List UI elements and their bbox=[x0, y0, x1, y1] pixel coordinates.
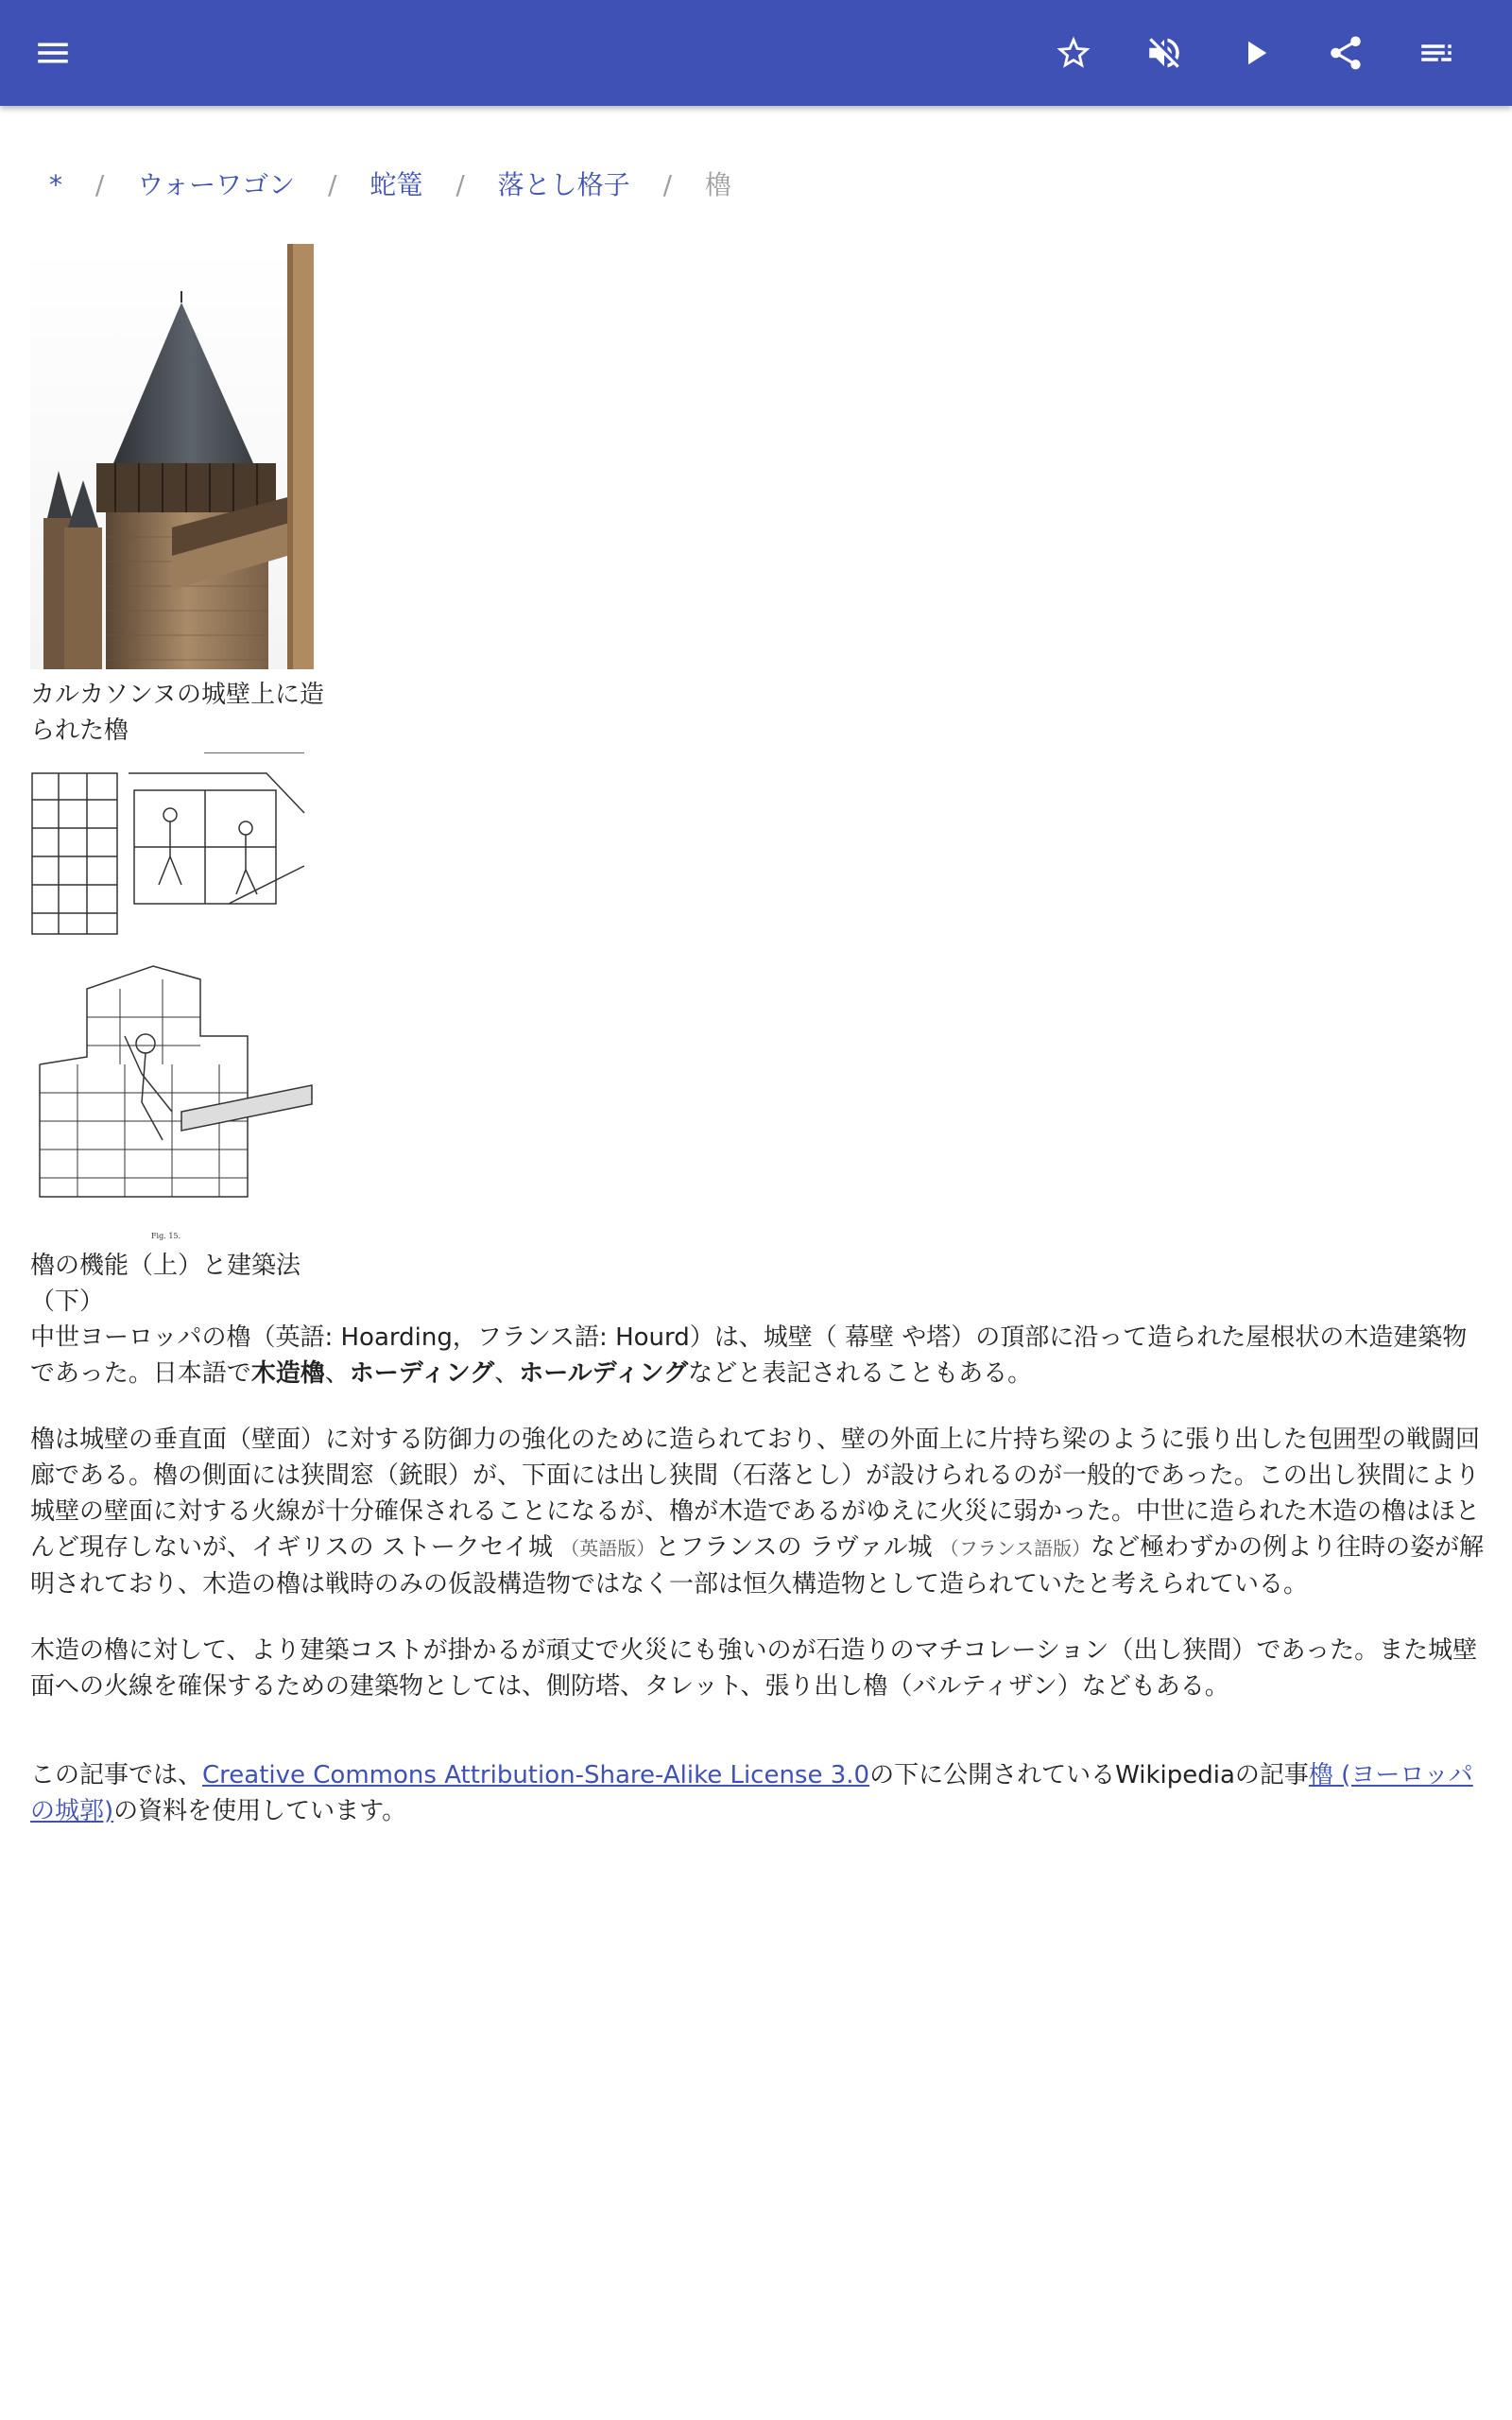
text-run: 櫓は城壁の垂直面（壁面）に対する防御力の強化のために造られており、壁の外面上に片持ち梁のように張り出した包囲型の戦闘回廊である。櫓の側面には狭間窓（銃眼）が、下面には出し狭間（石落とし）が設けられるのが一般的であった。この出し狭間により城壁の壁面に対する火線が十分確保されることになるが、櫓が木造であるがゆえに火災に弱かった。中世に造られた木造の櫓はほとんど現存しないが、イギリスの ストークセイ城 bbox=[30, 1426, 1481, 1562]
figure-label: Fig. 15. bbox=[151, 1232, 181, 1240]
bold-term: ホーディング bbox=[349, 1359, 495, 1388]
breadcrumb-separator: / bbox=[94, 169, 105, 200]
text-run: の資料を使用しています。 bbox=[113, 1797, 407, 1825]
mute-button[interactable] bbox=[1134, 23, 1194, 83]
breadcrumb-item-portcullis[interactable]: 落とし格子 bbox=[497, 169, 630, 200]
menu-button[interactable] bbox=[23, 23, 83, 83]
article-body bbox=[30, 1320, 1486, 1859]
breadcrumb-separator: / bbox=[662, 169, 673, 200]
breadcrumb-item-war-wagon[interactable]: ウォーワゴン bbox=[137, 169, 296, 200]
text-run: 中世ヨーロッパの櫓（英語: Hoarding，フランス語: Hourd）は、城壁（ 幕壁 や塔）の頂部に沿って造られた屋根状の木造建築物であった。日本語で bbox=[30, 1323, 1468, 1388]
hoarding-construction-drawing[interactable] bbox=[30, 752, 314, 1242]
language-note: （フランス語版） bbox=[939, 1537, 1091, 1560]
language-note: （英語版） bbox=[560, 1537, 656, 1560]
menu-icon bbox=[33, 33, 73, 73]
figure-caption-2: 櫓の機能（上）と建築法（下） bbox=[30, 1252, 301, 1316]
breadcrumb-separator: / bbox=[455, 169, 465, 200]
source-article-link[interactable]: 櫓 (ヨーロッパの城郭) bbox=[30, 1761, 1473, 1825]
article-paragraph-3: 木造の櫓に対して、より建築コストが掛かるが頑丈で火災にも強いのが石造りのマチコレーション（出し狭間）であった。また城壁面への火線を確保するための建築物としては、側防塔、タレット、張り出し櫓（バルティザン）などもある。 bbox=[30, 1636, 1478, 1701]
text-run: の下に公開されているWikipediaの記事 bbox=[869, 1761, 1309, 1789]
breadcrumb-item-gabion[interactable]: 蛇篭 bbox=[369, 169, 423, 200]
breadcrumb-separator: / bbox=[328, 169, 337, 200]
play-button[interactable] bbox=[1225, 23, 1285, 83]
article-paragraph-2 bbox=[30, 1422, 1486, 1602]
app-bar bbox=[0, 0, 1512, 106]
share-icon bbox=[1326, 33, 1366, 73]
article-paragraph-1 bbox=[30, 1320, 1486, 1392]
breadcrumb-current: 櫓 bbox=[704, 169, 731, 200]
text-run: この記事では、 bbox=[30, 1761, 203, 1789]
contents-button[interactable] bbox=[1406, 23, 1467, 83]
share-button[interactable] bbox=[1315, 23, 1376, 83]
bold-term: ホールディング bbox=[519, 1359, 689, 1388]
star-icon bbox=[1054, 33, 1093, 73]
bold-term: 木造櫓 bbox=[250, 1359, 325, 1388]
text-run: 、 bbox=[324, 1359, 350, 1388]
text-run: など極わずかの例より往時の姿が解明されており、木造の櫓は戦時のみの仮設構造物ではなく一部は恒久構造物として造られていたと考えられている。 bbox=[30, 1533, 1485, 1599]
text-run: とフランスの ラヴァル城 bbox=[655, 1533, 940, 1562]
figure-caption-1: カルカソンヌの城壁上に造られた櫓 bbox=[30, 681, 324, 745]
text-run: 、 bbox=[494, 1359, 520, 1388]
playlist-icon bbox=[1417, 33, 1456, 73]
carcassonne-hoarding-photo[interactable] bbox=[30, 244, 314, 669]
play-icon bbox=[1235, 33, 1275, 73]
breadcrumb bbox=[49, 166, 731, 204]
text-run: などと表記されることもある。 bbox=[688, 1359, 1033, 1388]
volume-off-icon bbox=[1144, 33, 1184, 73]
breadcrumb-item-home[interactable]: * bbox=[49, 169, 62, 200]
license-notice bbox=[30, 1757, 1486, 1829]
license-link[interactable]: Creative Commons Attribution-Share-Alike License 3.0 bbox=[202, 1761, 870, 1789]
bookmark-button[interactable] bbox=[1043, 23, 1104, 83]
